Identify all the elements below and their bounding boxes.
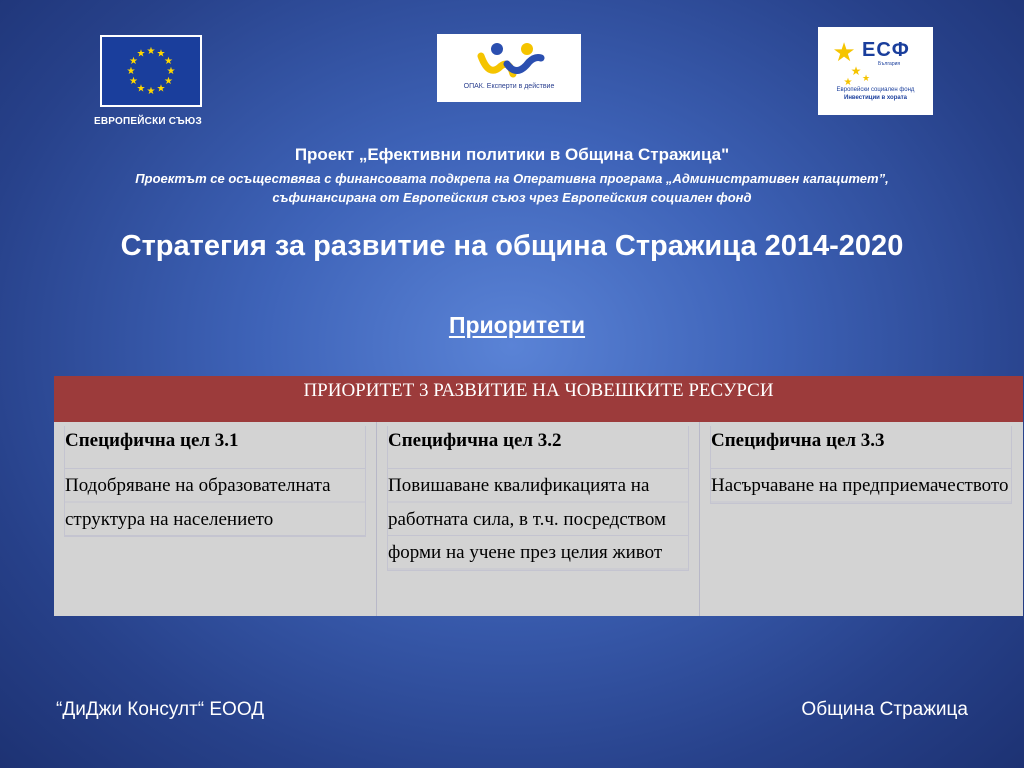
eu-flag-icon [102,37,200,105]
svg-text:★: ★ [843,77,853,88]
svg-text:★: ★ [136,48,146,60]
project-subtitle-line2: съфинансирана от Европейския съюз чрез Европейския социален фонд [272,190,752,205]
esf-line2: Инвестиции в хората [844,95,907,101]
goal-column-2 [377,422,700,616]
svg-text:★: ★ [136,83,146,95]
section-title: Приоритети [448,312,586,338]
main-title: Стратегия за развитие на община Стражица 2014-2020 [120,230,904,262]
svg-text:★: ★ [164,56,173,67]
svg-text:★: ★ [164,76,173,87]
esf-title: ЕСФ [862,39,910,61]
footer-municipality: Община Стражица [801,699,968,720]
goal-column-1 [54,422,377,616]
esf-line1: Европейски социален фонд [836,87,915,93]
priority-body [54,422,1023,616]
svg-text:★: ★ [156,83,166,95]
project-title: Проект „Ефективни политики в Община Стражица" [294,145,730,164]
project-subtitle-line1: Проектът се осъществява с финансовата подкрепа на Оперативна програма „Административен капацитет”, [135,171,889,186]
goal-title: Специфична цел 3.1 [65,426,365,469]
goal-title: Специфична цел 3.3 [711,426,1011,469]
goal-text: Насърчаване на предприемачеството [711,469,1011,504]
svg-text:★: ★ [126,66,136,77]
priority-header: ПРИОРИТЕТ 3 РАЗВИТИЕ НА ЧОВЕШКИТЕ РЕСУРСИ [54,376,1023,422]
footer-company: “ДиДжи Консулт“ ЕООД [56,699,265,720]
goal-title: Специфична цел 3.2 [388,426,688,469]
goal-cell [64,426,366,537]
svg-text:★: ★ [146,46,156,57]
goal-column-3 [700,422,1023,616]
svg-text:★: ★ [129,76,138,87]
opak-people-icon [437,34,581,82]
goal-text: Подобряване на образователната структура на населението [65,469,365,537]
svg-text:★: ★ [146,86,156,97]
eu-flag-logo [100,35,202,107]
esf-logo [818,27,933,115]
goal-text: Повишаване квалификацията на работната сила, в т.ч. посредством форми на учене през целия живот [388,469,688,571]
svg-text:★: ★ [832,38,856,68]
opak-caption: ОПАК. Експерти в действие [463,83,555,90]
svg-text:★: ★ [129,56,138,67]
svg-text:★: ★ [156,48,166,60]
opak-logo [437,34,581,102]
svg-text:★: ★ [850,64,862,78]
svg-text:★: ★ [861,74,871,84]
esf-sub: България [878,61,901,67]
goal-cell [710,426,1012,504]
svg-text:★: ★ [166,66,176,77]
priority-table [54,376,1023,616]
goal-cell [387,426,689,571]
eu-caption: ЕВРОПЕЙСКИ СЪЮЗ [94,116,202,127]
